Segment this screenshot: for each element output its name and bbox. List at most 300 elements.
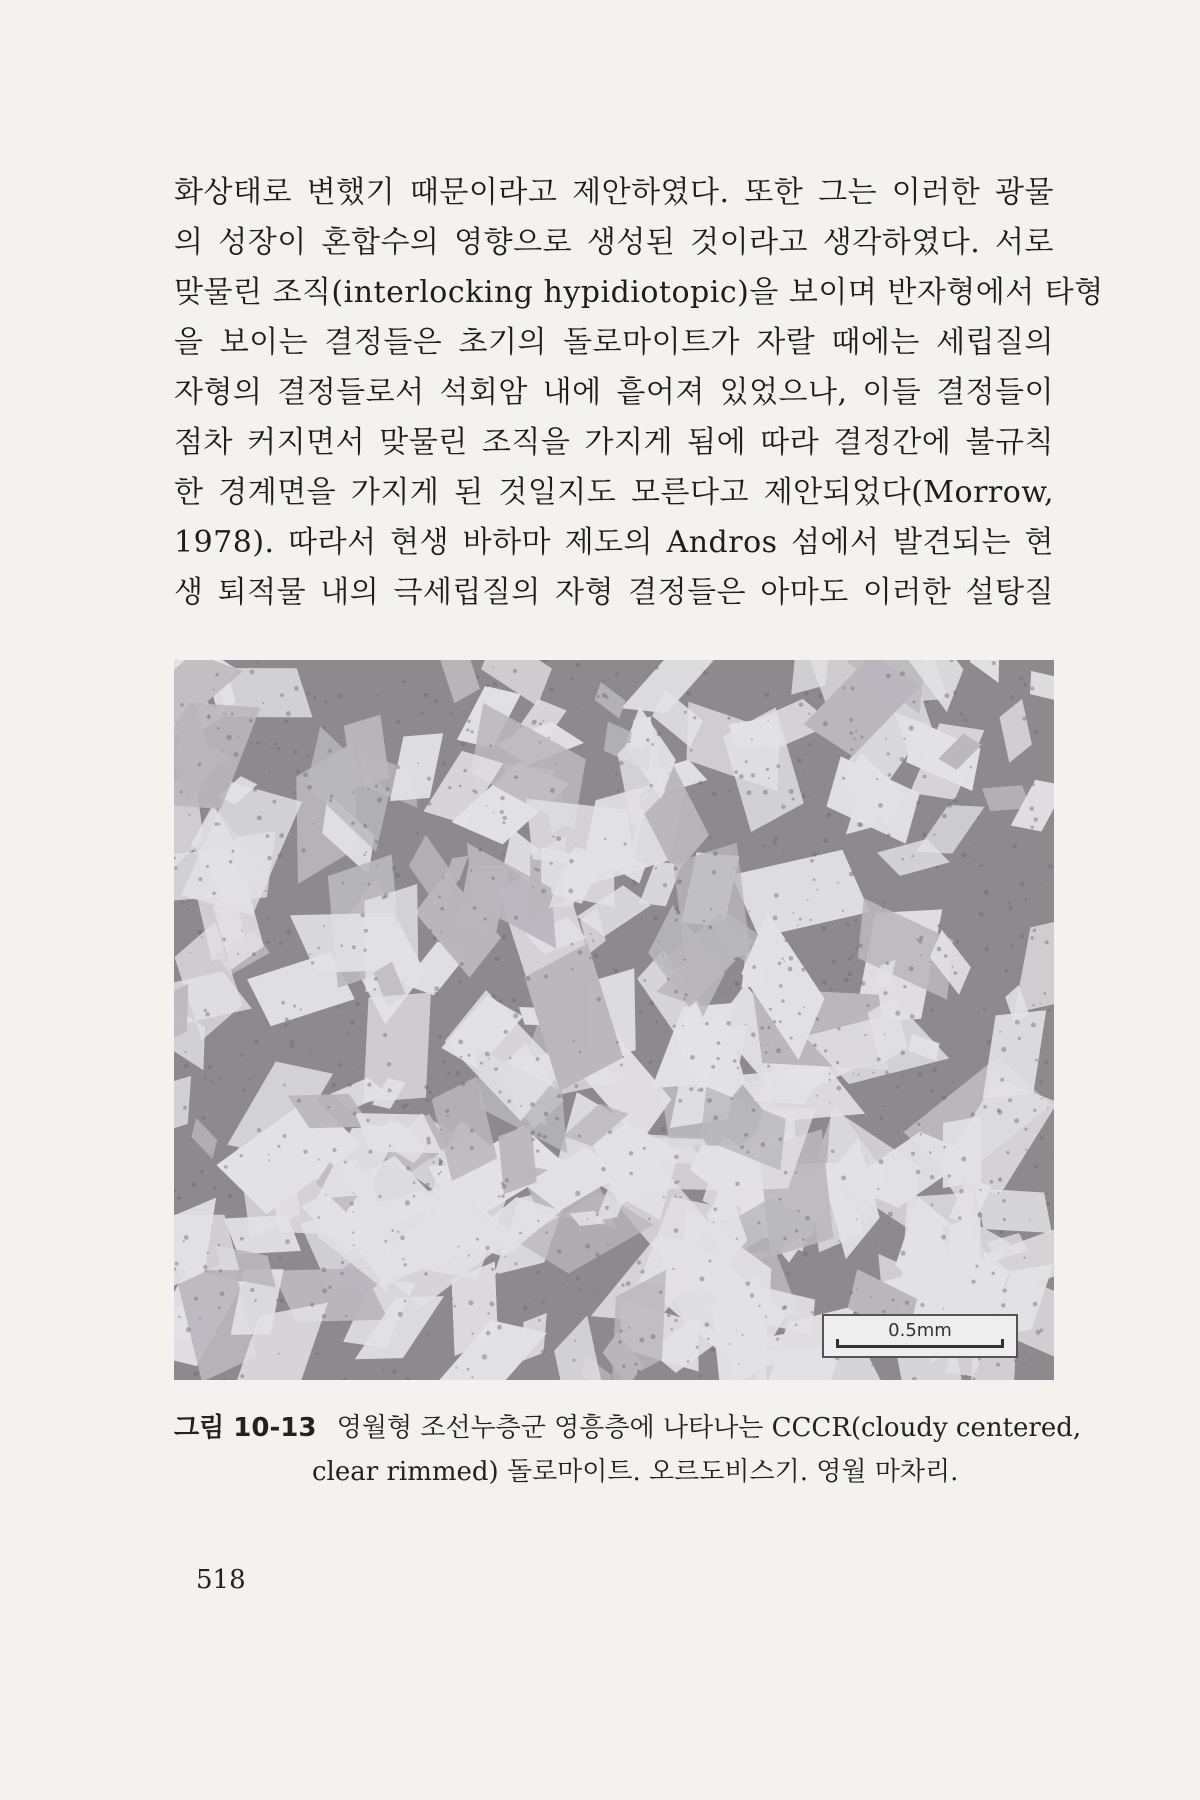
inclusion-speck [751,1032,756,1037]
inclusion-speck [303,773,308,778]
inclusion-speck [500,810,504,814]
inclusion-speck [541,1349,546,1354]
inclusion-speck [497,1325,502,1330]
inclusion-speck [397,1231,399,1233]
inclusion-speck [734,770,738,774]
inclusion-speck [783,1237,786,1240]
inclusion-speck [327,1106,329,1108]
inclusion-speck [535,1057,539,1061]
inclusion-speck [683,997,685,999]
inclusion-speck [602,680,605,683]
inclusion-speck [737,1067,740,1070]
inclusion-speck [353,1193,355,1195]
inclusion-speck [836,1061,839,1064]
inclusion-speck [802,794,807,799]
inclusion-speck [906,1110,908,1112]
inclusion-speck [922,832,927,837]
inclusion-speck [208,1065,212,1069]
body-text [174,168,1104,618]
inclusion-speck [241,1054,244,1057]
inclusion-speck [622,1056,624,1058]
inclusion-speck [556,836,561,841]
inclusion-speck [424,1085,429,1090]
inclusion-speck [265,890,267,892]
inclusion-speck [355,1001,359,1005]
inclusion-speck [786,1047,788,1049]
inclusion-speck [463,769,467,773]
inclusion-speck [639,1010,643,1014]
inclusion-speck [1025,1149,1027,1151]
inclusion-speck [351,821,355,825]
inclusion-speck [461,1082,466,1087]
inclusion-speck [849,871,854,876]
inclusion-speck [1046,1202,1050,1206]
inclusion-speck [637,1369,641,1373]
inclusion-speck [879,1159,884,1164]
inclusion-speck [768,777,770,779]
inclusion-speck [674,908,678,912]
inclusion-speck [699,1276,704,1281]
inclusion-speck [383,1033,387,1037]
inclusion-speck [633,882,637,886]
inclusion-speck [958,1216,962,1220]
inclusion-speck [1010,695,1014,699]
inclusion-speck [569,859,574,864]
inclusion-speck [663,1196,665,1198]
inclusion-speck [276,1299,279,1302]
inclusion-speck [501,1182,504,1185]
inclusion-speck [367,788,369,790]
inclusion-speck [997,1192,999,1194]
inclusion-speck [883,991,887,995]
inclusion-speck [643,979,646,982]
inclusion-speck [774,893,779,898]
inclusion-speck [513,1013,518,1018]
inclusion-speck [1024,898,1027,901]
inclusion-speck [713,1115,718,1120]
inclusion-speck [965,1375,967,1377]
inclusion-speck [438,1173,440,1175]
inclusion-speck [712,792,717,797]
inclusion-speck [641,918,643,920]
inclusion-speck [992,661,996,665]
inclusion-speck [198,930,203,935]
inclusion-speck [920,1133,922,1135]
inclusion-speck [214,822,218,826]
inclusion-speck [987,1040,992,1045]
inclusion-speck [404,1263,407,1266]
inclusion-speck [537,869,540,872]
inclusion-speck [529,1295,531,1297]
inclusion-speck [830,988,833,991]
inclusion-speck [953,971,957,975]
inclusion-speck [400,1236,405,1241]
inclusion-speck [186,1327,191,1332]
inclusion-speck [614,969,619,974]
inclusion-speck [499,999,503,1003]
inclusion-speck [823,721,828,726]
inclusion-speck [1032,1004,1034,1006]
inclusion-speck [658,941,660,943]
inclusion-speck [679,1196,681,1198]
inclusion-speck [886,673,891,678]
inclusion-speck [710,1348,715,1353]
inclusion-speck [476,1238,479,1241]
inclusion-speck [787,1272,790,1275]
inclusion-speck [174,867,177,870]
inclusion-speck [1039,1329,1043,1333]
inclusion-speck [185,1051,187,1053]
inclusion-speck [571,943,574,946]
inclusion-speck [789,956,794,961]
inclusion-speck [519,1232,522,1235]
inclusion-speck [541,1301,544,1304]
inclusion-speck [572,1359,575,1362]
figure-number: 그림 10-13 [174,1413,317,1443]
inclusion-speck [539,722,542,725]
inclusion-speck [930,1089,934,1093]
inclusion-speck [804,691,808,695]
inclusion-speck [657,732,662,737]
inclusion-speck [231,713,234,716]
inclusion-speck [387,1062,391,1066]
inclusion-speck [1014,1359,1017,1362]
inclusion-speck [773,677,775,679]
inclusion-speck [979,1189,981,1191]
inclusion-speck [629,1172,633,1176]
inclusion-speck [705,1022,709,1026]
inclusion-speck [589,957,592,960]
inclusion-speck [557,1094,561,1098]
inclusion-speck [440,931,442,933]
inclusion-speck [955,940,959,944]
inclusion-speck [731,1097,734,1100]
inclusion-speck [653,916,658,921]
inclusion-speck [644,990,646,992]
inclusion-speck [594,769,596,771]
inclusion-speck [824,1049,827,1052]
inclusion-speck [297,1099,301,1103]
inclusion-speck [310,1303,314,1307]
inclusion-speck [438,896,441,899]
inclusion-speck [342,882,344,884]
inclusion-speck [628,1327,630,1329]
inclusion-speck [458,1246,460,1248]
crystal-rhomb [363,993,431,1103]
inclusion-speck [855,730,857,732]
inclusion-speck [186,909,188,911]
inclusion-speck [707,1098,712,1103]
inclusion-speck [929,1151,932,1154]
inclusion-speck [180,703,184,707]
inclusion-speck [191,1182,196,1187]
inclusion-speck [887,833,891,837]
inclusion-speck [210,1154,212,1156]
inclusion-speck [805,1216,810,1221]
inclusion-speck [615,772,618,775]
inclusion-speck [523,1305,528,1310]
inclusion-speck [278,1353,280,1355]
inclusion-speck [917,1123,920,1126]
scale-bar [822,1314,1018,1358]
inclusion-speck [734,981,739,986]
inclusion-speck [218,823,221,826]
inclusion-speck [779,1020,782,1023]
inclusion-speck [514,1262,517,1265]
inclusion-speck [1007,902,1010,905]
inclusion-speck [241,930,243,932]
inclusion-speck [736,1238,738,1240]
inclusion-speck [222,938,226,942]
inclusion-speck [470,869,473,872]
inclusion-speck [888,1212,893,1217]
inclusion-speck [353,1244,355,1246]
inclusion-speck [279,1256,282,1259]
inclusion-speck [364,929,368,933]
inclusion-speck [883,901,886,904]
inclusion-speck [252,952,256,956]
inclusion-speck [201,936,203,938]
inclusion-speck [799,702,803,706]
inclusion-speck [520,1105,522,1107]
body-line: 맞물린 조직(interlocking hypidiotopic)을 보이며 반자형에서 타형 [174,275,1104,310]
inclusion-speck [947,803,952,808]
inclusion-speck [494,1067,498,1071]
inclusion-speck [1014,1118,1019,1123]
inclusion-speck [750,1293,754,1297]
inclusion-speck [294,791,296,793]
inclusion-speck [266,918,269,921]
inclusion-speck [766,768,769,771]
inclusion-speck [847,957,851,961]
inclusion-speck [340,1272,343,1275]
inclusion-speck [612,967,614,969]
inclusion-speck [428,1090,432,1094]
inclusion-speck [568,889,573,894]
inclusion-speck [607,1243,609,1245]
inclusion-speck [785,939,788,942]
inclusion-speck [347,1032,350,1035]
inclusion-speck [256,741,259,744]
inclusion-speck [655,867,657,869]
inclusion-speck [434,992,438,996]
inclusion-speck [388,1088,392,1092]
inclusion-speck [759,1305,761,1307]
inclusion-speck [836,1086,841,1091]
inclusion-speck [815,1017,819,1021]
inclusion-speck [1010,944,1013,947]
inclusion-speck [857,822,862,827]
inclusion-speck [911,1152,915,1156]
inclusion-speck [363,824,367,828]
inclusion-speck [608,679,610,681]
inclusion-speck [578,950,583,955]
inclusion-speck [711,1065,715,1069]
inclusion-speck [483,917,486,920]
inclusion-speck [573,1040,575,1042]
inclusion-speck [205,1012,210,1017]
inclusion-speck [539,741,541,743]
inclusion-speck [1000,1078,1004,1082]
crystal-rhomb [673,843,750,973]
inclusion-speck [781,999,785,1003]
crystal-rhomb [943,1116,982,1188]
inclusion-speck [267,856,272,861]
inclusion-speck [709,836,712,839]
inclusion-speck [576,663,581,668]
inclusion-speck [284,720,288,724]
inclusion-speck [763,844,766,847]
inclusion-speck [663,883,667,887]
inclusion-speck [926,701,929,704]
inclusion-speck [200,1170,203,1173]
inclusion-speck [903,738,905,740]
inclusion-speck [337,1006,340,1009]
inclusion-speck [713,1221,715,1223]
inclusion-speck [543,1135,547,1139]
inclusion-speck [330,795,334,799]
inclusion-speck [194,1297,198,1301]
inclusion-speck [455,1367,457,1369]
inclusion-speck [499,1091,502,1094]
inclusion-speck [262,702,264,704]
inclusion-speck [595,1253,599,1257]
inclusion-speck [502,935,507,940]
inclusion-speck [507,1099,511,1103]
inclusion-speck [622,1364,626,1368]
inclusion-speck [831,1150,835,1154]
inclusion-speck [1045,1060,1049,1064]
inclusion-speck [1040,1136,1044,1140]
inclusion-speck [243,1088,246,1091]
inclusion-speck [937,947,942,952]
inclusion-speck [813,1043,817,1047]
inclusion-speck [501,1194,505,1198]
inclusion-speck [302,848,306,852]
inclusion-speck [440,907,444,911]
inclusion-speck [765,1051,768,1054]
inclusion-speck [1003,1218,1006,1221]
inclusion-speck [402,680,406,684]
inclusion-speck [427,777,431,781]
body-line: 생 퇴적물 내의 극세립질의 자형 결정들은 아마도 이러한 설탕질 [174,575,1054,610]
inclusion-speck [900,671,905,676]
inclusion-speck [707,1338,710,1341]
inclusion-speck [279,833,284,838]
inclusion-speck [752,1108,756,1112]
inclusion-speck [745,1281,750,1286]
inclusion-speck [1048,1009,1051,1012]
inclusion-speck [181,901,184,904]
inclusion-speck [514,775,518,779]
inclusion-speck [902,858,904,860]
inclusion-speck [813,878,816,881]
inclusion-speck [332,1148,336,1152]
inclusion-speck [795,1172,797,1174]
inclusion-speck [416,832,419,835]
inclusion-speck [1001,1047,1006,1052]
inclusion-speck [229,860,233,864]
inclusion-speck [489,744,492,747]
inclusion-speck [268,1154,270,1156]
inclusion-speck [374,988,377,991]
inclusion-speck [716,1057,719,1060]
inclusion-speck [983,1105,987,1109]
inclusion-speck [307,754,310,757]
inclusion-speck [309,953,311,955]
inclusion-speck [690,749,693,752]
inclusion-speck [550,788,555,793]
inclusion-speck [352,1231,354,1233]
inclusion-speck [332,1083,336,1087]
inclusion-speck [276,747,280,751]
inclusion-speck [198,877,202,881]
inclusion-speck [1015,1020,1020,1025]
inclusion-speck [674,990,678,994]
inclusion-speck [752,836,754,838]
inclusion-speck [713,1207,717,1211]
inclusion-speck [500,796,504,800]
inclusion-speck [799,918,802,921]
inclusion-speck [809,743,813,747]
inclusion-speck [686,691,691,696]
crystal-rhomb [498,1124,536,1194]
inclusion-speck [257,1128,261,1132]
inclusion-speck [792,797,795,800]
inclusion-speck [858,1074,860,1076]
inclusion-speck [870,1085,872,1087]
inclusion-speck [886,962,890,966]
inclusion-speck [842,910,844,912]
inclusion-speck [454,1305,456,1307]
inclusion-speck [757,1221,760,1224]
inclusion-speck [375,840,379,844]
inclusion-speck [210,1080,213,1083]
inclusion-speck [626,1281,631,1286]
inclusion-speck [442,876,444,878]
inclusion-speck [323,726,326,729]
inclusion-speck [802,1238,805,1241]
inclusion-speck [204,1077,207,1080]
inclusion-speck [931,1009,934,1012]
inclusion-speck [405,1200,410,1205]
inclusion-speck [856,1219,858,1221]
inclusion-speck [971,1112,975,1116]
inclusion-speck [708,925,712,929]
inclusion-speck [425,1099,429,1103]
inclusion-speck [1033,1165,1037,1169]
inclusion-speck [212,892,216,896]
inclusion-speck [428,802,432,806]
inclusion-speck [183,1106,187,1110]
inclusion-speck [321,1267,326,1272]
inclusion-speck [798,1012,801,1015]
scale-line [836,1345,1004,1348]
inclusion-speck [318,1159,320,1161]
inclusion-speck [498,1195,501,1198]
inclusion-speck [782,852,784,854]
inclusion-speck [728,790,731,793]
inclusion-speck [512,998,516,1002]
inclusion-speck [977,817,979,819]
inclusion-speck [307,785,312,790]
inclusion-speck [363,949,366,952]
micrograph-photo [174,660,1054,1380]
inclusion-speck [882,906,885,909]
inclusion-speck [788,967,793,972]
inclusion-speck [1010,856,1012,858]
inclusion-speck [224,1165,228,1169]
